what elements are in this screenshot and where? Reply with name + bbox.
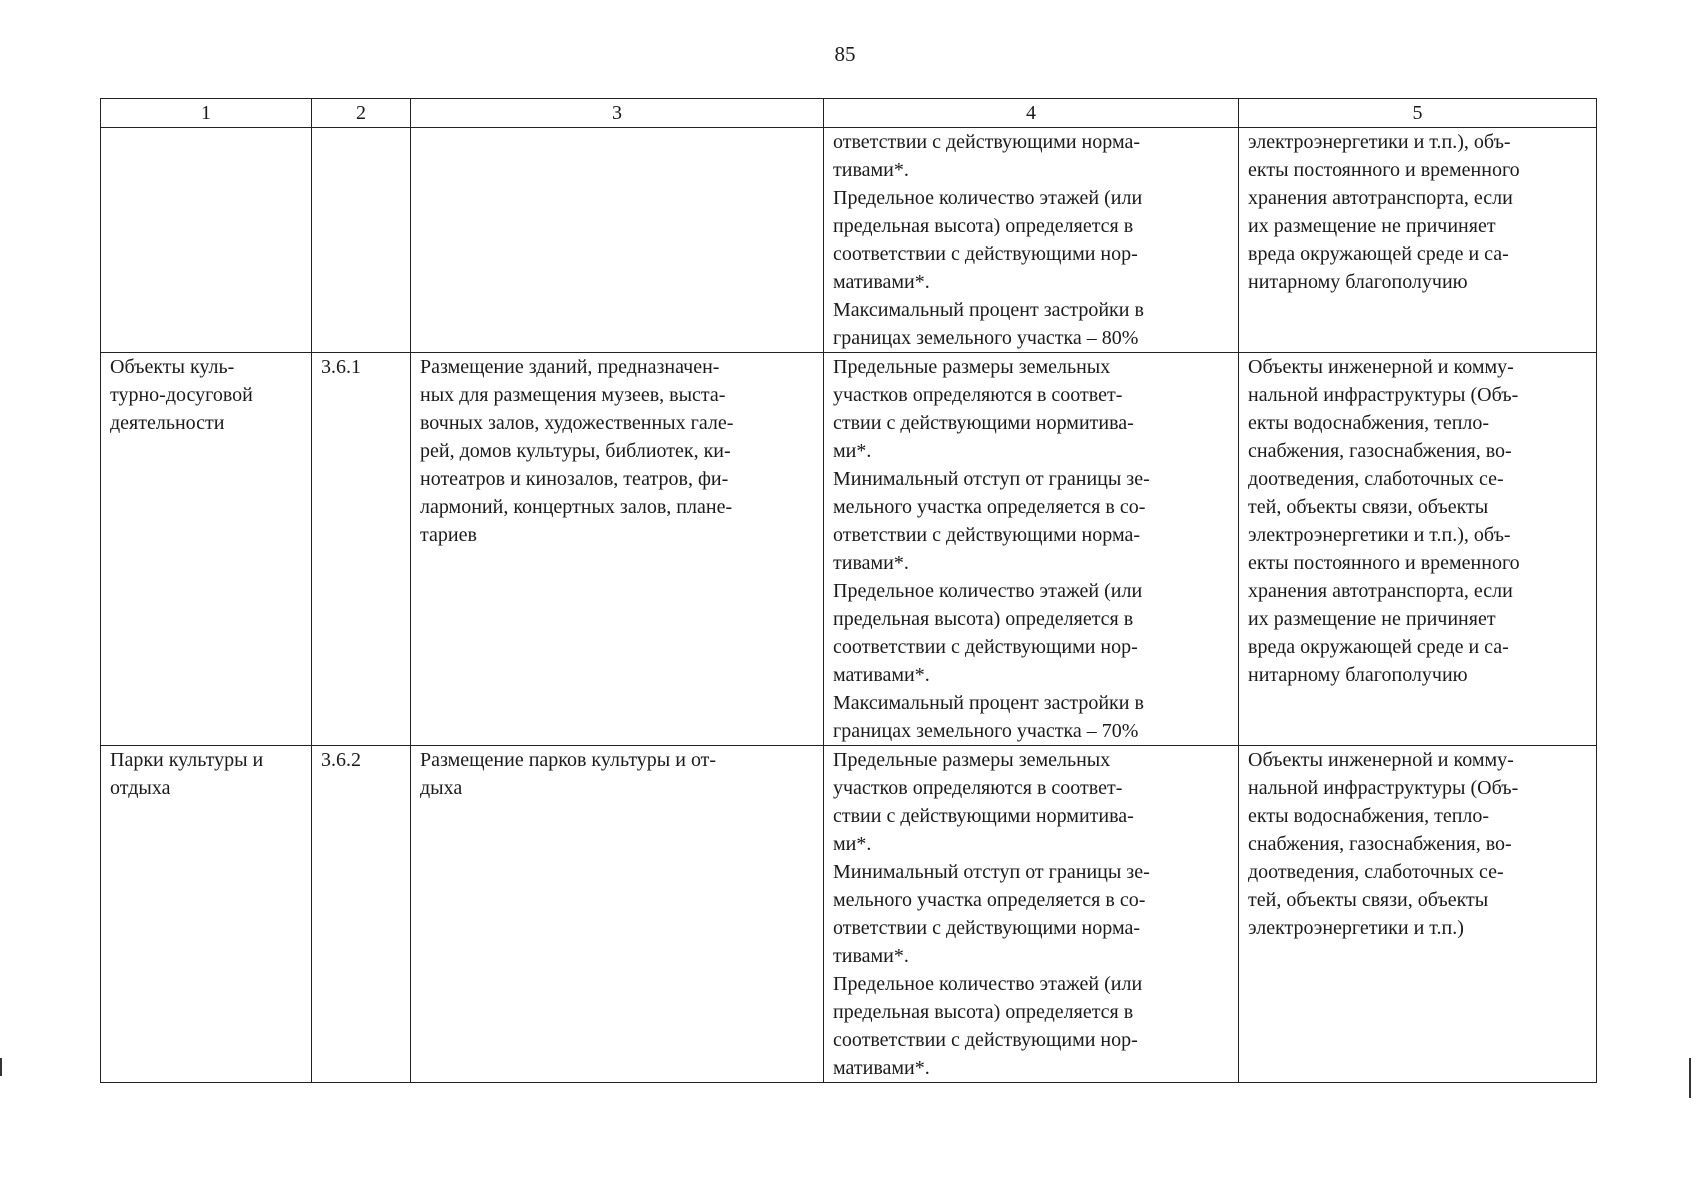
cell-text-line: их размещение не причиняет — [1248, 215, 1496, 237]
table-row — [101, 128, 1597, 353]
code-cell — [312, 353, 411, 746]
object-name-cell — [101, 746, 312, 1083]
cell-text-line: Предельные размеры земельных — [833, 749, 1111, 771]
cell-text-line: соответствии с действующими нор- — [833, 636, 1138, 658]
cell-text-line: вочных залов, художественных гале- — [420, 412, 734, 434]
scan-mark — [1689, 1058, 1691, 1098]
cell-text-line: екты постоянного и временного — [1248, 159, 1520, 181]
cell-text-line: участков определяются в соответ- — [833, 384, 1123, 406]
cell-text-line: нитарному благополучию — [1248, 664, 1468, 686]
parameters-cell — [824, 353, 1239, 746]
cell-text-line: лармоний, концертных залов, плане- — [420, 496, 733, 518]
cell-text-line: отдыха — [110, 777, 171, 799]
description-cell — [411, 746, 824, 1083]
cell-text-line: электроэнергетики и т.п.), объ- — [1248, 524, 1511, 546]
cell-text-line: предельная высота) определяется в — [833, 1001, 1134, 1023]
cell-text-line: Предельное количество этажей (или — [833, 580, 1143, 602]
cell-text-line: тей, объекты связи, объекты — [1248, 496, 1489, 518]
cell-text-line: мельного участка определяется в со- — [833, 889, 1146, 911]
cell-text-line: Размещение парков культуры и от- — [420, 749, 717, 771]
cell-text-line: участков определяются в соответ- — [833, 777, 1123, 799]
parameters-cell — [824, 746, 1239, 1083]
parameters-cell — [824, 128, 1239, 353]
cell-text-line: соответствии с действующими нор- — [833, 243, 1138, 265]
cell-text-line: снабжения, газоснабжения, во- — [1248, 833, 1512, 855]
cell-text-line: Предельные размеры земельных — [833, 356, 1111, 378]
cell-text-line: границах земельного участка – 70% — [833, 720, 1139, 742]
cell-text-line: соответствии с действующими нор- — [833, 1029, 1138, 1051]
cell-text-line: ответствии с действующими норма- — [833, 524, 1141, 546]
cell-text-line: доотведения, слаботочных се- — [1248, 861, 1504, 883]
cell-text-line: ми*. — [833, 440, 872, 462]
cell-text-line: тивами*. — [833, 945, 909, 967]
cell-text-line: мативами*. — [833, 271, 930, 293]
cell-text-line: Минимальный отступ от границы зе- — [833, 861, 1150, 883]
description-cell — [411, 353, 824, 746]
page-number: 85 — [834, 42, 856, 66]
code-cell — [312, 128, 411, 353]
header-col-4: 4 — [824, 99, 1239, 128]
cell-text-line: тивами*. — [833, 552, 909, 574]
cell-text-line: вреда окружающей среде и са- — [1248, 636, 1509, 658]
cell-text-line: предельная высота) определяется в — [833, 215, 1134, 237]
object-name-cell — [101, 353, 312, 746]
cell-text-line: доотведения, слаботочных се- — [1248, 468, 1504, 490]
cell-text-line: ми*. — [833, 833, 872, 855]
scan-mark — [0, 1058, 2, 1076]
auxiliary-uses-cell — [1239, 128, 1597, 353]
cell-text-line: Объекты инженерной и комму- — [1248, 356, 1514, 378]
auxiliary-uses-cell — [1239, 746, 1597, 1083]
cell-text-line: турно-досуговой — [110, 384, 253, 406]
cell-text-line: Максимальный процент застройки в — [833, 299, 1144, 321]
cell-text-line: нитарному благополучию — [1248, 271, 1468, 293]
cell-text-line: ных для размещения музеев, выста- — [420, 384, 726, 406]
cell-text-line: екты постоянного и временного — [1248, 552, 1520, 574]
cell-text-line: мативами*. — [833, 664, 930, 686]
cell-text-line: хранения автотранспорта, если — [1248, 187, 1513, 209]
cell-text-line: тариев — [420, 524, 477, 546]
cell-text-line: ответствии с действующими норма- — [833, 917, 1141, 939]
cell-text-line: дыха — [420, 777, 463, 799]
cell-text-line: тей, объекты связи, объекты — [1248, 889, 1489, 911]
cell-text-line: Предельное количество этажей (или — [833, 187, 1143, 209]
header-col-3: 3 — [411, 99, 824, 128]
cell-text-line: ствии с действующими нормитива- — [833, 412, 1134, 434]
cell-text-line: рей, домов культуры, библиотек, ки- — [420, 440, 731, 462]
auxiliary-uses-cell — [1239, 353, 1597, 746]
cell-text-line: мельного участка определяется в со- — [833, 496, 1146, 518]
table-body — [101, 128, 1597, 1083]
cell-text-line: снабжения, газоснабжения, во- — [1248, 440, 1512, 462]
header-col-1: 1 — [101, 99, 312, 128]
object-name-cell — [101, 128, 312, 353]
cell-text-line: ствии с действующими нормитива- — [833, 805, 1134, 827]
cell-text-line: деятельности — [110, 412, 225, 434]
cell-text-line: Объекты инженерной и комму- — [1248, 749, 1514, 771]
cell-text-line: предельная высота) определяется в — [833, 608, 1134, 630]
table-row — [101, 353, 1597, 746]
cell-text-line: тивами*. — [833, 159, 909, 181]
cell-text-line: их размещение не причиняет — [1248, 608, 1496, 630]
cell-text-line: екты водоснабжения, тепло- — [1248, 412, 1490, 434]
cell-text-line: электроэнергетики и т.п.), объ- — [1248, 131, 1511, 153]
cell-text-line: Размещение зданий, предназначен- — [420, 356, 720, 378]
code-cell — [312, 746, 411, 1083]
header-col-2: 2 — [312, 99, 411, 128]
cell-text-line: Минимальный отступ от границы зе- — [833, 468, 1150, 490]
header-row — [101, 99, 1597, 128]
cell-text-line: Максимальный процент застройки в — [833, 692, 1144, 714]
cell-text-line: нотеатров и кинозалов, театров, фи- — [420, 468, 729, 490]
cell-text-line: ответствии с действующими норма- — [833, 131, 1141, 153]
cell-text-line: 3.6.2 — [321, 749, 361, 771]
cell-text-line: Парки культуры и — [110, 749, 264, 771]
land-use-table — [100, 98, 1597, 1083]
cell-text-line: екты водоснабжения, тепло- — [1248, 805, 1490, 827]
cell-text-line: Объекты куль- — [110, 356, 235, 378]
cell-text-line: 3.6.1 — [321, 356, 361, 378]
cell-text-line: нальной инфраструктуры (Объ- — [1248, 384, 1519, 406]
cell-text-line: электроэнергетики и т.п.) — [1248, 917, 1464, 939]
table-row — [101, 746, 1597, 1083]
cell-text-line: Предельное количество этажей (или — [833, 973, 1143, 995]
cell-text-line: вреда окружающей среде и са- — [1248, 243, 1509, 265]
cell-text-line: хранения автотранспорта, если — [1248, 580, 1513, 602]
cell-text-line: нальной инфраструктуры (Объ- — [1248, 777, 1519, 799]
description-cell — [411, 128, 824, 353]
header-col-5: 5 — [1239, 99, 1597, 128]
cell-text-line: мативами*. — [833, 1057, 930, 1079]
cell-text-line: границах земельного участка – 80% — [833, 327, 1139, 349]
